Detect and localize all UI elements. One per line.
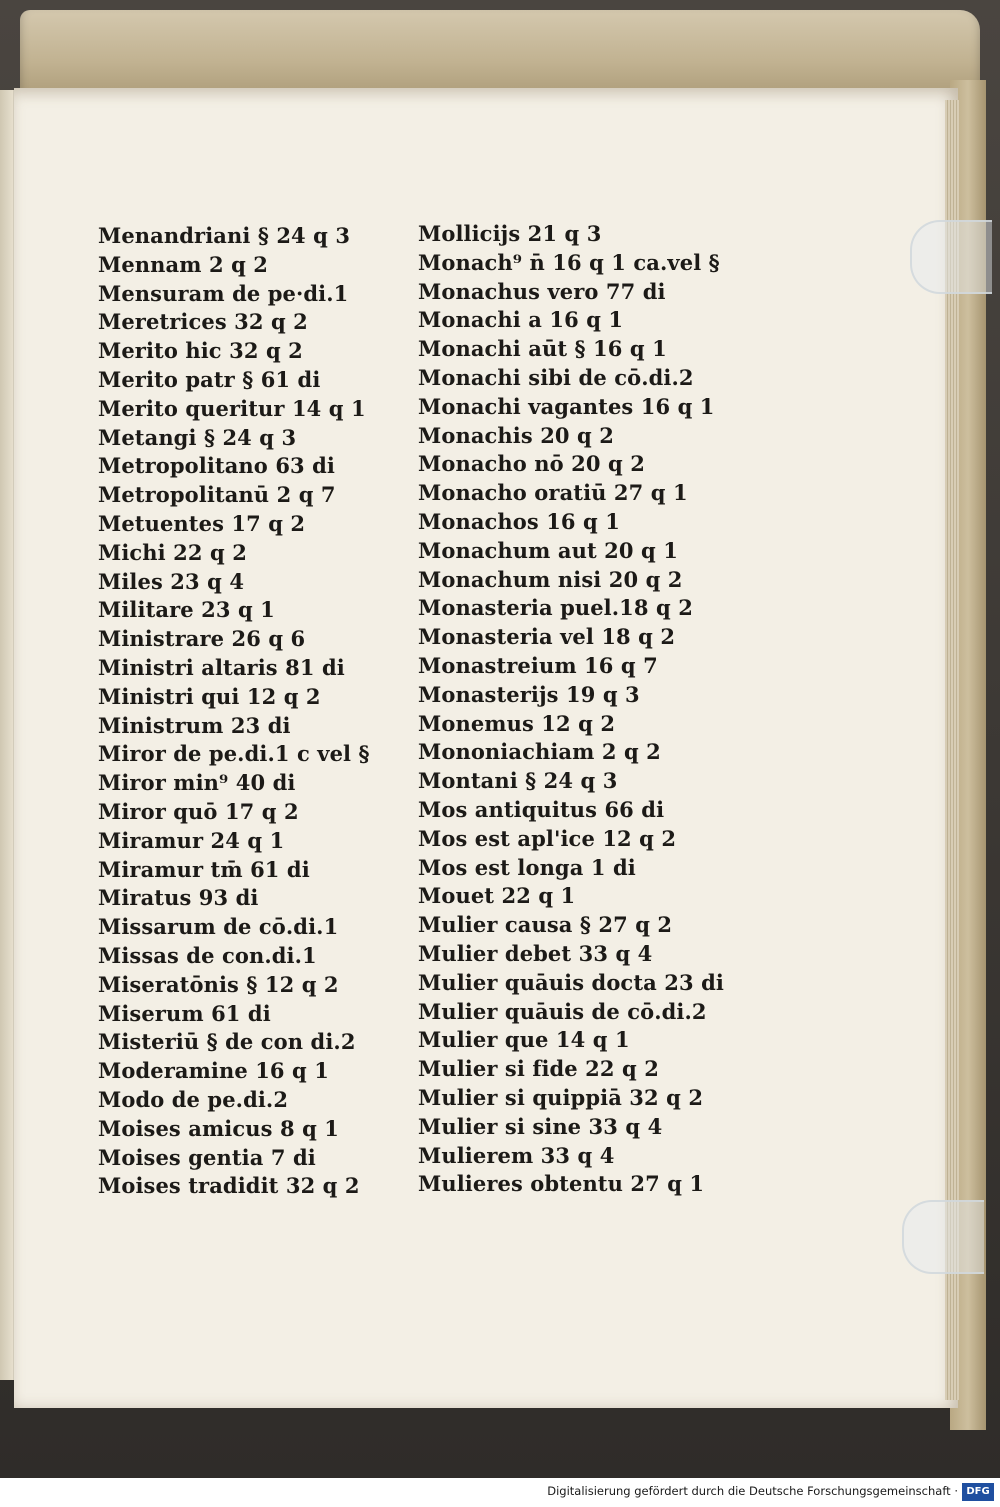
index-entry: Misteriū § de con di.2 — [98, 1029, 356, 1055]
index-entry: Monasteria puel.18 q 2 — [418, 595, 693, 621]
index-entry: Ministri altaris 81 di — [98, 654, 345, 680]
index-entry: Moises gentia 7 di — [98, 1144, 316, 1170]
index-entry: Miles 23 q 4 — [98, 568, 245, 594]
index-entry: Moises tradidit 32 q 2 — [98, 1173, 360, 1199]
index-entry: Monachus vero 77 di — [418, 278, 666, 304]
index-entry: Monastreium 16 q 7 — [418, 652, 658, 678]
index-entry: Mensuram de pe·di.1 — [98, 280, 349, 306]
index-entry: Merito patr § 61 di — [98, 366, 321, 392]
index-entry: Mos est longa 1 di — [418, 854, 636, 880]
index-entry: Mulier si quippiā 32 q 2 — [418, 1084, 704, 1110]
index-entry: Monachi a 16 q 1 — [418, 307, 624, 333]
index-entry: Monachi vagantes 16 q 1 — [418, 393, 715, 419]
index-entry: Mulier causa § 27 q 2 — [418, 912, 673, 938]
dfg-logo-icon: DFG — [962, 1483, 994, 1501]
scan-footer — [0, 1478, 1000, 1507]
index-entry: Metuentes 17 q 2 — [98, 510, 306, 536]
index-entry: Metropolitano 63 di — [98, 453, 336, 479]
index-entry: Meretrices 32 q 2 — [98, 309, 308, 335]
index-entry: Miror de pe.di.1 c vel § — [98, 741, 370, 767]
index-entry: Monasterijs 19 q 3 — [418, 681, 640, 707]
index-entry: Monachis 20 q 2 — [418, 422, 614, 448]
index-entry: Metropolitanū 2 q 7 — [98, 482, 336, 508]
index-entry: Ministrum 23 di — [98, 712, 291, 738]
index-entry: Miramur 24 q 1 — [98, 827, 285, 853]
index-entry: Mennam 2 q 2 — [98, 251, 269, 277]
index-entry: Mulierem 33 q 4 — [418, 1142, 615, 1168]
index-entry: Miror quō 17 q 2 — [98, 798, 299, 824]
index-entry: Monach⁹ n̄ 16 q 1 ca.vel § — [418, 249, 720, 275]
index-entry: Mouet 22 q 1 — [418, 883, 576, 909]
index-entry: Monemus 12 q 2 — [418, 710, 616, 736]
index-column-right — [418, 220, 724, 1199]
index-entry: Monachos 16 q 1 — [418, 508, 620, 534]
index-entry: Mononiachiam 2 q 2 — [418, 739, 661, 765]
index-entry: Michi 22 q 2 — [98, 539, 247, 565]
index-entry: Mulier quāuis docta 23 di — [418, 969, 724, 995]
index-entry: Militare 23 q 1 — [98, 597, 275, 623]
plastic-clip-bottom — [902, 1200, 984, 1274]
index-entry: Mollicijs 21 q 3 — [418, 221, 602, 246]
index-entry: Miratus 93 di — [98, 885, 259, 911]
index-entry: Monacho oratiū 27 q 1 — [418, 480, 688, 506]
index-entry: Modo de pe.di.2 — [98, 1086, 289, 1112]
index-entry: Mulier quāuis de cō.di.2 — [418, 998, 707, 1024]
index-entry: Menandriani § 24 q 3 — [98, 223, 351, 248]
index-entry: Moderamine 16 q 1 — [98, 1058, 329, 1084]
index-entry: Mos est apl'ice 12 q 2 — [418, 825, 677, 851]
index-entry: Mulier que 14 q 1 — [418, 1027, 630, 1053]
index-entry: Miramur tm̄ 61 di — [98, 856, 310, 882]
index-entry: Miror min⁹ 40 di — [98, 770, 296, 796]
index-entry: Missas de con.di.1 — [98, 942, 317, 968]
index-entry: Monachum nisi 20 q 2 — [418, 566, 683, 592]
index-entry: Mulier si fide 22 q 2 — [418, 1056, 659, 1082]
index-entry: Monachi sibi de cō.di.2 — [418, 364, 694, 390]
index-entry: Moises amicus 8 q 1 — [98, 1115, 339, 1141]
index-entry: Mulier si sine 33 q 4 — [418, 1113, 663, 1139]
index-entry: Mos antiquitus 66 di — [418, 796, 665, 822]
index-entry: Monasteria vel 18 q 2 — [418, 624, 676, 650]
index-entry: Merito hic 32 q 2 — [98, 338, 303, 364]
index-entry: Miseratōnis § 12 q 2 — [98, 971, 339, 997]
index-entry: Mulieres obtentu 27 q 1 — [418, 1171, 705, 1197]
index-entry: Missarum de cō.di.1 — [98, 914, 339, 940]
index-column-left — [98, 222, 370, 1201]
index-entry: Montani § 24 q 3 — [418, 768, 618, 794]
index-entry: Miserum 61 di — [98, 1000, 271, 1026]
index-entry: Ministrare 26 q 6 — [98, 626, 306, 652]
index-entry: Mulier debet 33 q 4 — [418, 940, 653, 966]
index-entry: Merito queritur 14 q 1 — [98, 395, 366, 421]
index-entry: Monacho nō 20 q 2 — [418, 451, 645, 477]
index-entry: Ministri qui 12 q 2 — [98, 683, 321, 709]
index-entry: Monachi aūt § 16 q 1 — [418, 336, 667, 362]
funding-credit: Digitalisierung gefördert durch die Deutsche Forschungsgemeinschaft · — [547, 1484, 958, 1498]
index-entry: Monachum aut 20 q 1 — [418, 537, 678, 563]
index-entry: Metangi § 24 q 3 — [98, 424, 297, 450]
plastic-clip-top — [910, 220, 992, 294]
